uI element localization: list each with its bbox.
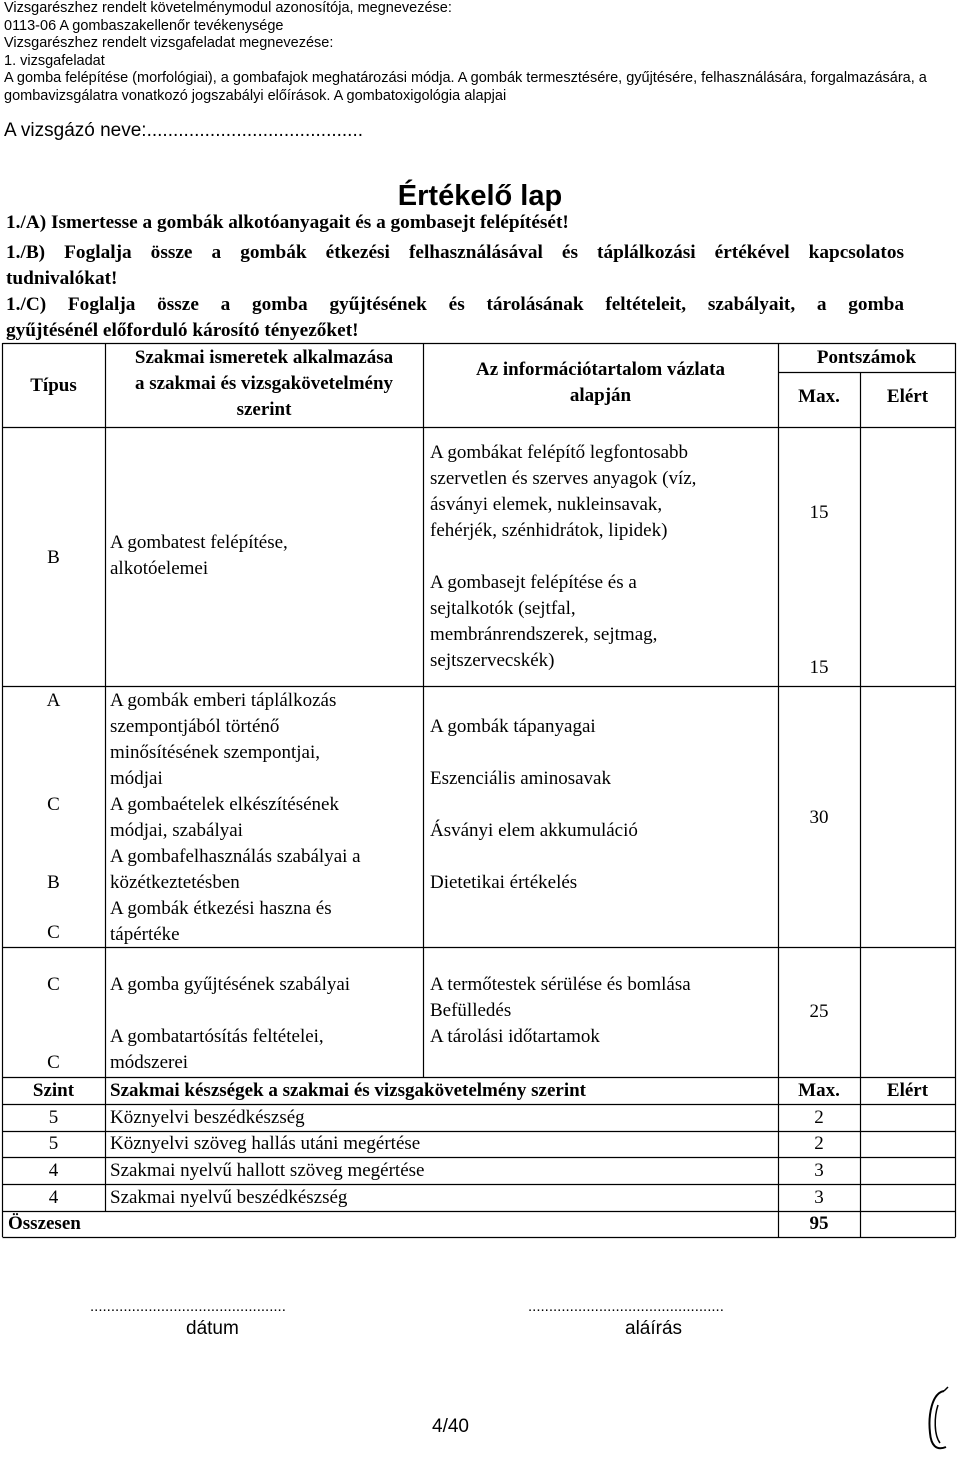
row1-outline-line2: szervetlen és szerves anyagok (víz, (430, 468, 697, 489)
skill1-level: 5 (48, 1107, 59, 1128)
row3-knowledge-line1: A gomba gyűjtésének szabályai (110, 974, 351, 995)
skill1-max: 2 (814, 1107, 824, 1128)
row2-outline-line1: A gombák tápanyagai (430, 716, 596, 737)
skill3-name: Szakmai nyelvű hallott szöveg megértése (110, 1160, 425, 1181)
skill3-max: 3 (814, 1160, 824, 1181)
signature-label: aláírás (625, 1318, 683, 1339)
skill4-level: 4 (48, 1187, 59, 1208)
row2-knowledge-line5: A gombaételek elkészítésének (110, 794, 339, 815)
skill2-name: Köznyelvi szöveg hallás utáni megértése (110, 1133, 421, 1154)
skills-header-title: Szakmai készségek a szakmai és vizsgakövetelmény szerint (110, 1080, 586, 1101)
header-points: Pontszámok (816, 347, 917, 368)
row3-knowledge-line3: módszerei (110, 1052, 189, 1073)
question-1b-line1: 1./B) Foglalja össze a gombák étkezési felhasználásával és táplálkozási értékével kapcsolatos (6, 242, 904, 263)
row2-knowledge-line6: módjai, szabályai (110, 820, 243, 841)
total-label: Összesen (8, 1213, 81, 1234)
page-title: Értékelő lap (397, 180, 563, 212)
header-outline-line2: alapján (569, 385, 632, 406)
row2-outline-line3: Ásványi elem akkumuláció (430, 820, 638, 841)
question-1c-line1: 1./C) Foglalja össze a gomba gyűjtésének és tárolásának feltételeit, szabályait, a gomba (6, 294, 904, 315)
row1-knowledge-line2: alkotóelemei (110, 558, 209, 579)
row1-knowledge-line1: A gombatest felépítése, (110, 532, 288, 553)
row2-knowledge-line1: A gombák emberi táplálkozás (110, 690, 337, 711)
row2-knowledge-line9: A gombák étkezési haszna és (110, 898, 332, 919)
row2-type-4: C (47, 922, 60, 943)
row1-type: B (47, 547, 60, 568)
question-1a: 1./A) Ismertesse a gombák alkotóanyagait és a gombasejt felépítését! (6, 212, 569, 233)
row2-type-2: C (47, 794, 60, 815)
skills-header-achieved: Elért (886, 1080, 929, 1101)
row3-outline-line1: A termőtestek sérülése és bomlása (430, 974, 691, 995)
header-outline-line1: Az információtartalom vázlata (475, 359, 726, 380)
row1-outline-line4: fehérjék, szénhidrátok, lipidek) (430, 520, 668, 541)
row2-max: 30 (809, 807, 829, 828)
skill3-level: 4 (48, 1160, 59, 1181)
header-max: Max. (798, 386, 840, 407)
header-type: Típus (30, 375, 77, 396)
row2-type-3: B (47, 872, 60, 893)
header-knowledge (105, 345, 423, 423)
row3-type-1: C (47, 974, 60, 995)
row3-outline (430, 972, 775, 1050)
candidate-name-field: A vizsgázó neve:......................................... (4, 120, 364, 141)
header-module-label: Vizsgarészhez rendelt követelménymodul azonosítója, megnevezése: (4, 0, 452, 16)
date-line: ............................................... (90, 1298, 286, 1315)
total-max: 95 (809, 1213, 829, 1234)
row1-knowledge (110, 530, 420, 582)
row2-outline-line2: Eszenciális aminosavak (430, 768, 611, 789)
row1-outline-line7: membránrendszerek, sejtmag, (430, 624, 658, 645)
row2-knowledge-line4: módjai (110, 768, 163, 789)
header-knowledge-line1: Szakmai ismeretek alkalmazása (134, 347, 394, 368)
row1-outline-line8: sejtszervecskék) (430, 650, 555, 671)
page-number: 4/40 (432, 1416, 469, 1437)
row2-type-1: A (46, 690, 61, 711)
row1-outline-spacer (430, 544, 775, 570)
row1-outline-line5: A gombasejt felépítése és a (430, 572, 637, 593)
row2-knowledge-line3: minősítésének szempontjai, (110, 742, 321, 763)
row2-knowledge-line10: tápértéke (110, 924, 180, 945)
header-knowledge-line2: a szakmai és vizsgakövetelmény (134, 373, 394, 394)
row3-outline-line3: A tárolási időtartamok (430, 1026, 600, 1047)
row2-knowledge-line7: A gombafelhasználás szabályai a (110, 846, 361, 867)
row2-outline-line4: Dietetikai értékelés (430, 872, 578, 893)
row1-max-b: 15 (809, 657, 829, 678)
row3-knowledge (110, 972, 420, 1076)
question-1b-line2: tudnivalókat! (6, 268, 118, 289)
row2-knowledge-line2: szempontjából történő (110, 716, 280, 737)
skill4-name: Szakmai nyelvű beszédkészség (110, 1187, 348, 1208)
row3-knowledge-line2: A gombatartósítás feltételei, (110, 1026, 324, 1047)
row1-outline-line1: A gombákat felépítő legfontosabb (430, 442, 689, 463)
header-task-label: Vizsgarészhez rendelt vizsgafeladat megnevezése: (4, 35, 334, 51)
row3-type-2: C (47, 1052, 60, 1073)
row2-knowledge (110, 688, 420, 948)
question-1c-line2: gyűjtésénél előforduló károsító tényezőket! (6, 320, 359, 341)
date-label: dátum (186, 1318, 239, 1339)
signature-line: ............................................... (528, 1298, 724, 1315)
skill2-level: 5 (48, 1133, 59, 1154)
header-achieved: Elért (886, 386, 929, 407)
row1-outline-line3: ásványi elemek, nukleinsavak, (430, 494, 663, 515)
header-module-name: 0113-06 A gombaszakellenőr tevékenysége (4, 17, 284, 34)
skill1-name: Köznyelvi beszédkészség (110, 1107, 305, 1128)
row1-outline (430, 440, 775, 674)
document-header (4, 0, 956, 105)
skill4-max: 3 (814, 1187, 824, 1208)
skills-header-level: Szint (32, 1080, 75, 1101)
header-task-name: 1. vizsgafeladat (4, 52, 105, 69)
skill2-max: 2 (814, 1133, 824, 1154)
row3-max: 25 (809, 1001, 829, 1022)
handwritten-initial-icon (922, 1385, 954, 1457)
row1-max-a: 15 (809, 502, 829, 523)
header-topic-line1: A gomba felépítése (morfológiai), a gombafajok meghatározási módja. A gombák termesztésére, gyűjtésére, felhasználására, forgalmazására, a (4, 70, 927, 86)
row1-outline-line6: sejtalkotók (sejtfal, (430, 598, 576, 619)
header-outline (423, 357, 778, 409)
skills-header-max: Max. (798, 1080, 840, 1101)
row2-knowledge-line8: közétkeztetésben (110, 872, 240, 893)
row3-outline-line2: Befülledés (430, 1000, 512, 1021)
header-topic-line2: gombavizsgálatra vonatkozó jogszabályi előírások. A gombatoxigológia alapjai (4, 87, 507, 104)
header-knowledge-line3: szerint (236, 399, 292, 420)
row2-outline (430, 714, 775, 896)
